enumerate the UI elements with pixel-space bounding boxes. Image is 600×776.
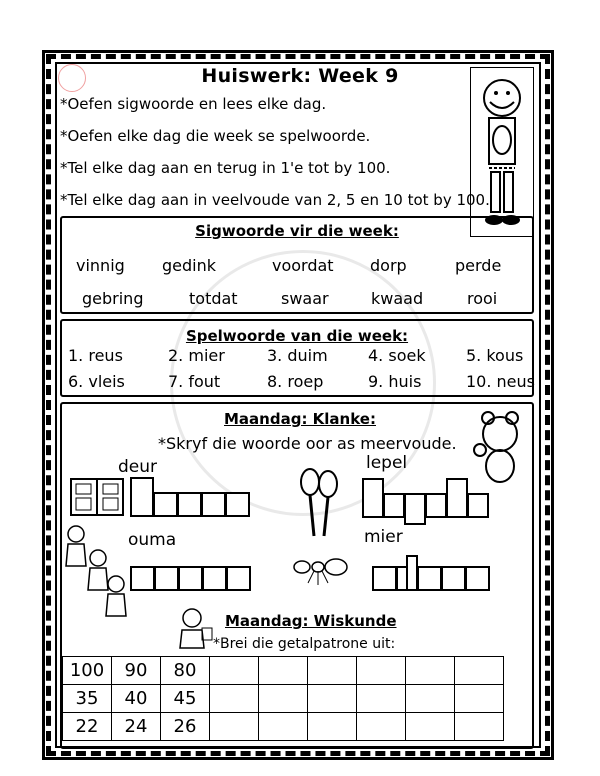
spelling-section [60, 319, 534, 397]
instruction-2: *Oefen elke dag die week se spelwoorde. [60, 127, 371, 145]
letter-box[interactable] [178, 566, 203, 591]
spelling-word: 10. neus [466, 372, 535, 391]
letter-box[interactable] [467, 493, 489, 518]
bear-illustration [470, 410, 525, 490]
table-cell[interactable] [308, 657, 357, 685]
page-title: Huiswerk: Week 9 [201, 65, 399, 87]
table-row [63, 713, 504, 741]
table-cell: 22 [63, 713, 112, 741]
letter-box[interactable] [130, 477, 154, 517]
sight-words-section [60, 216, 534, 314]
spelling-word: 9. huis [368, 372, 422, 391]
letter-box[interactable] [225, 492, 250, 517]
spelling-word: 2. mier [168, 346, 225, 365]
table-cell[interactable] [406, 713, 455, 741]
spoon-icon [296, 468, 344, 540]
table-cell: 80 [161, 657, 210, 685]
sight-word: swaar [281, 289, 329, 308]
letter-box[interactable] [130, 566, 155, 591]
table-cell[interactable] [357, 713, 406, 741]
maths-instruction: *Brei die getalpatrone uit: [213, 636, 396, 652]
letter-box[interactable] [417, 566, 442, 591]
instruction-3: *Tel elke dag aan en terug in 1'e tot by 100. [60, 159, 391, 177]
letter-box[interactable] [404, 493, 426, 525]
phonics-word-lepel: lepel [366, 453, 408, 473]
sight-word: kwaad [371, 289, 424, 308]
door-icon [70, 478, 124, 516]
phonics-word-mier: mier [364, 527, 403, 547]
letter-box[interactable] [383, 493, 405, 518]
letter-box[interactable] [201, 492, 226, 517]
table-row [63, 685, 504, 713]
sight-word: vinnig [76, 256, 125, 275]
table-cell[interactable] [259, 657, 308, 685]
letter-box[interactable] [153, 492, 178, 517]
sight-words-heading: Sigwoorde vir die week: [195, 222, 399, 240]
sight-word: voordat [272, 256, 334, 275]
phonics-heading: Maandag: Klanke: [224, 410, 376, 428]
spelling-word: 1. reus [68, 346, 123, 365]
sight-word: gebring [82, 289, 144, 308]
spelling-word: 7. fout [168, 372, 221, 391]
spelling-heading: Spelwoorde van die week: [185, 327, 409, 345]
table-cell[interactable] [406, 685, 455, 713]
table-cell[interactable] [406, 657, 455, 685]
table-cell[interactable] [308, 713, 357, 741]
table-cell[interactable] [357, 657, 406, 685]
table-cell[interactable] [308, 685, 357, 713]
instruction-4: *Tel elke dag aan in veelvoude van 2, 5 en 10 tot by 100. [60, 191, 490, 209]
spelling-word: 5. kous [466, 346, 524, 365]
maths-heading: Maandag: Wiskunde [225, 612, 397, 630]
letter-box[interactable] [202, 566, 227, 591]
table-cell: 35 [63, 685, 112, 713]
table-cell: 90 [112, 657, 161, 685]
spelling-word: 3. duim [267, 346, 328, 365]
table-cell[interactable] [455, 657, 504, 685]
phonics-word-ouma: ouma [128, 530, 177, 550]
letter-box[interactable] [372, 566, 397, 591]
girl-icon [176, 606, 214, 650]
sight-word: rooi [467, 289, 498, 308]
instruction-1: *Oefen sigwoorde en lees elke dag. [60, 95, 327, 113]
sight-word: totdat [189, 289, 238, 308]
table-cell[interactable] [357, 685, 406, 713]
spelling-word: 8. roep [267, 372, 324, 391]
letter-box[interactable] [446, 478, 468, 518]
phonics-instruction: *Skryf die woorde oor as meervoude. [158, 434, 457, 453]
phonics-word-deur: deur [118, 457, 158, 477]
table-cell[interactable] [259, 713, 308, 741]
table-cell[interactable] [210, 685, 259, 713]
table-cell: 45 [161, 685, 210, 713]
sight-word: gedink [162, 256, 217, 275]
table-cell: 26 [161, 713, 210, 741]
table-cell: 40 [112, 685, 161, 713]
letter-box[interactable] [425, 493, 447, 518]
letter-box[interactable] [226, 566, 251, 591]
number-pattern-table [62, 656, 504, 741]
spelling-word: 4. soek [368, 346, 426, 365]
table-cell[interactable] [210, 713, 259, 741]
letter-box[interactable] [441, 566, 466, 591]
letter-box[interactable] [177, 492, 202, 517]
table-cell[interactable] [455, 685, 504, 713]
grandma-icon [64, 524, 134, 624]
spelling-word: 6. vleis [68, 372, 125, 391]
table-row [63, 657, 504, 685]
ant-icon [290, 547, 350, 587]
table-cell: 100 [63, 657, 112, 685]
table-cell[interactable] [210, 657, 259, 685]
letter-box[interactable] [362, 478, 384, 518]
letter-box[interactable] [465, 566, 490, 591]
sight-word: perde [455, 256, 502, 275]
letter-box[interactable] [154, 566, 179, 591]
table-cell[interactable] [455, 713, 504, 741]
sight-word: dorp [370, 256, 407, 275]
table-cell[interactable] [259, 685, 308, 713]
boy-illustration [470, 67, 534, 237]
table-cell: 24 [112, 713, 161, 741]
